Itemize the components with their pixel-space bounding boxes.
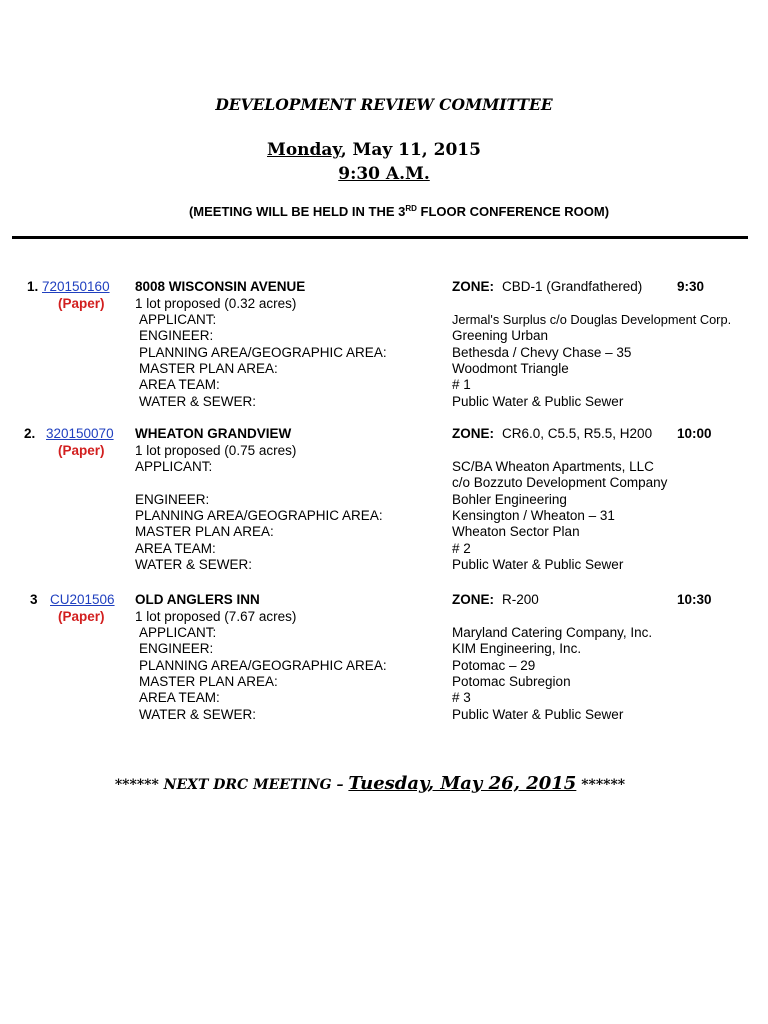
- lot-description: 1 lot proposed (0.32 acres): [135, 296, 297, 311]
- water-sewer-label: WATER & SEWER:: [135, 557, 253, 572]
- zone-label: ZONE:: [452, 592, 494, 607]
- planning-area-value: Kensington / Wheaton – 31: [452, 508, 615, 523]
- next-meeting-prefix: ****** NEXT DRC MEETING –: [114, 777, 349, 793]
- meeting-date: [0, 140, 748, 160]
- lot-description: 1 lot proposed (0.75 acres): [135, 443, 297, 458]
- scheduled-time: 10:00: [677, 426, 712, 441]
- paper-badge: (Paper): [58, 609, 105, 624]
- zone-value: R-200: [502, 592, 539, 607]
- water-sewer-value: Public Water & Public Sewer: [452, 707, 624, 722]
- item-number: 2.: [24, 426, 36, 441]
- water-sewer-label: WATER & SEWER:: [139, 707, 257, 722]
- area-team-value: # 1: [452, 377, 471, 392]
- engineer-value: Greening Urban: [452, 328, 549, 343]
- planning-area-value: Potomac – 29: [452, 658, 536, 673]
- header-divider: [12, 236, 748, 239]
- applicant-label: APPLICANT:: [139, 625, 217, 640]
- master-plan-label: MASTER PLAN AREA:: [135, 524, 274, 539]
- planning-area-label: PLANNING AREA/GEOGRAPHIC AREA:: [135, 508, 383, 523]
- project-title: OLD ANGLERS INN: [135, 592, 260, 607]
- item-number: 3: [30, 592, 38, 607]
- project-title: 8008 WISCONSIN AVENUE: [135, 279, 306, 294]
- agenda-item-2: [0, 426, 768, 576]
- meeting-location: [0, 204, 768, 219]
- paper-badge: (Paper): [58, 296, 105, 311]
- zone-value: CBD-1 (Grandfathered): [502, 279, 643, 294]
- next-meeting-suffix: ******: [576, 777, 626, 793]
- water-sewer-label: WATER & SEWER:: [139, 394, 257, 409]
- meeting-date-text: , May 11, 2015: [340, 140, 481, 160]
- zone-label: ZONE:: [452, 279, 494, 294]
- applicant-value: Jermal's Surplus c/o Douglas Development Corp.: [452, 312, 732, 327]
- master-plan-value: Woodmont Triangle: [452, 361, 569, 376]
- applicant-value-line-2: c/o Bozzuto Development Company: [452, 475, 668, 490]
- case-number-link[interactable]: CU201506: [50, 592, 115, 607]
- engineer-label: ENGINEER:: [139, 328, 214, 343]
- agenda-item-1: [0, 279, 768, 413]
- zone-value: CR6.0, C5.5, R5.5, H200: [502, 426, 653, 441]
- meeting-day: Monday: [267, 140, 341, 160]
- applicant-label: APPLICANT:: [139, 312, 217, 327]
- engineer-label: ENGINEER:: [139, 641, 214, 656]
- document-title: DEVELOPMENT REVIEW COMMITTEE: [215, 95, 553, 114]
- next-meeting-date: Tuesday, May 26, 2015: [348, 773, 577, 794]
- location-superscript: RD: [405, 204, 417, 213]
- planning-area-label: PLANNING AREA/GEOGRAPHIC AREA:: [139, 658, 387, 673]
- master-plan-label: MASTER PLAN AREA:: [139, 361, 278, 376]
- project-title: WHEATON GRANDVIEW: [135, 426, 292, 441]
- area-team-label: AREA TEAM:: [135, 541, 216, 556]
- area-team-value: # 3: [452, 690, 471, 705]
- engineer-value: KIM Engineering, Inc.: [452, 641, 582, 656]
- location-text-pre: (MEETING WILL BE HELD IN THE 3: [188, 204, 406, 219]
- agenda-item-3: [0, 592, 768, 726]
- master-plan-value: Potomac Subregion: [452, 674, 571, 689]
- planning-area-label: PLANNING AREA/GEOGRAPHIC AREA:: [139, 345, 387, 360]
- zone-label: ZONE:: [452, 426, 494, 441]
- applicant-value: Maryland Catering Company, Inc.: [452, 625, 653, 640]
- meeting-time: 9:30 A.M.: [338, 164, 430, 184]
- water-sewer-value: Public Water & Public Sewer: [452, 394, 624, 409]
- item-number: 1.: [27, 279, 39, 294]
- engineer-value: Bohler Engineering: [452, 492, 567, 507]
- master-plan-label: MASTER PLAN AREA:: [139, 674, 278, 689]
- case-number-link[interactable]: 320150070: [46, 426, 114, 441]
- scheduled-time: 9:30: [677, 279, 705, 294]
- engineer-label: ENGINEER:: [135, 492, 210, 507]
- area-team-label: AREA TEAM:: [139, 377, 220, 392]
- area-team-label: AREA TEAM:: [139, 690, 220, 705]
- paper-badge: (Paper): [58, 443, 105, 458]
- applicant-label: APPLICANT:: [135, 459, 213, 474]
- applicant-value: SC/BA Wheaton Apartments, LLC: [452, 459, 654, 474]
- location-text-post: FLOOR CONFERENCE ROOM): [416, 204, 610, 219]
- next-meeting-notice: [0, 773, 740, 794]
- case-number-link[interactable]: 720150160: [42, 279, 110, 294]
- master-plan-value: Wheaton Sector Plan: [452, 524, 580, 539]
- area-team-value: # 2: [452, 541, 471, 556]
- water-sewer-value: Public Water & Public Sewer: [452, 557, 624, 572]
- planning-area-value: Bethesda / Chevy Chase – 35: [452, 345, 632, 360]
- lot-description: 1 lot proposed (7.67 acres): [135, 609, 297, 624]
- scheduled-time: 10:30: [677, 592, 712, 607]
